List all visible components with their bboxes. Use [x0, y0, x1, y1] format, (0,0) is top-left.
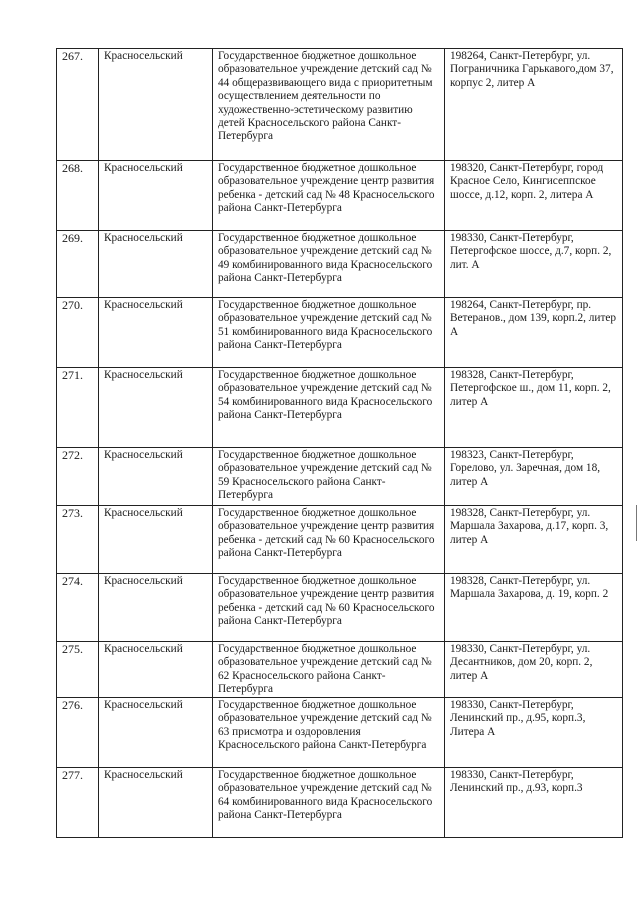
district-cell: Красносельский [99, 448, 213, 506]
row-number: 277. [57, 768, 99, 838]
table-row [57, 642, 623, 698]
district-cell: Красносельский [99, 49, 213, 161]
table-row [57, 368, 623, 448]
address-cell: 198264, Санкт-Петербург, ул. Пограничника Гарькавого,дом 37, корпус 2, литер А [445, 49, 623, 161]
district-cell: Красносельский [99, 231, 213, 298]
row-number: 276. [57, 698, 99, 768]
address-cell: 198330, Санкт-Петербург, Петергофское шоссе, д.7, корп. 2, лит. А [445, 231, 623, 298]
row-number: 273. [57, 506, 99, 574]
table-row [57, 161, 623, 231]
institution-name-cell: Государственное бюджетное дошкольное образовательное учреждение центр развития ребенка - детский сад № 60 Красносельского района Санкт-Петербурга [213, 574, 445, 642]
institution-name-cell: Государственное бюджетное дошкольное образовательное учреждение детский сад № 62 Красносельского района Санкт-Петербурга [213, 642, 445, 698]
row-number: 271. [57, 368, 99, 448]
district-cell: Красносельский [99, 698, 213, 768]
address-cell: 198320, Санкт-Петербург, город Красное Село, Кингисеппское шоссе, д.12, корп. 2, литера А [445, 161, 623, 231]
table-row [57, 506, 623, 574]
table-row [57, 698, 623, 768]
address-cell: 198328, Санкт-Петербург, Петергофское ш., дом 11, корп. 2, литер А [445, 368, 623, 448]
institution-name-cell: Государственное бюджетное дошкольное образовательное учреждение детский сад № 44 общеразвивающего вида с приоритетным осуществлением деятельности по художественно-эстетическому развитию детей Красносельского района Санкт-Петербурга [213, 49, 445, 161]
institution-name-cell: Государственное бюджетное дошкольное образовательное учреждение детский сад № 51 комбинированного вида Красносельского района Санкт-Петербурга [213, 298, 445, 368]
row-number: 269. [57, 231, 99, 298]
district-cell: Красносельский [99, 368, 213, 448]
address-cell: 198328, Санкт-Петербург, ул. Маршала Захарова, д. 19, корп. 2 [445, 574, 623, 642]
row-number: 275. [57, 642, 99, 698]
scan-edge-mark [636, 505, 637, 541]
address-cell: 198264, Санкт-Петербург, пр. Ветеранов., дом 139, корп.2, литер А [445, 298, 623, 368]
institution-name-cell: Государственное бюджетное дошкольное образовательное учреждение детский сад № 54 комбинированного вида Красносельского района Санкт-Петербурга [213, 368, 445, 448]
row-number: 267. [57, 49, 99, 161]
address-cell: 198328, Санкт-Петербург, ул. Маршала Захарова, д.17, корп. 3, литер А [445, 506, 623, 574]
institution-name-cell: Государственное бюджетное дошкольное образовательное учреждение детский сад № 64 комбинированного вида Красносельского района Санкт-Петербурга [213, 768, 445, 838]
institutions-table [56, 48, 623, 838]
address-cell: 198330, Санкт-Петербург, ул. Десантников, дом 20, корп. 2, литер А [445, 642, 623, 698]
institution-name-cell: Государственное бюджетное дошкольное образовательное учреждение центр развития ребенка - детский сад № 60 Красносельского района Санкт-Петербурга [213, 506, 445, 574]
district-cell: Красносельский [99, 574, 213, 642]
row-number: 270. [57, 298, 99, 368]
district-cell: Красносельский [99, 642, 213, 698]
district-cell: Красносельский [99, 768, 213, 838]
institution-name-cell: Государственное бюджетное дошкольное образовательное учреждение детский сад № 59 Красносельского района Санкт-Петербурга [213, 448, 445, 506]
institution-name-cell: Государственное бюджетное дошкольное образовательное учреждение детский сад № 63 присмотра и оздоровления Красносельского района Санкт-Петербурга [213, 698, 445, 768]
district-cell: Красносельский [99, 298, 213, 368]
table-row [57, 298, 623, 368]
address-cell: 198330, Санкт-Петербург, Ленинский пр., д.93, корп.3 [445, 768, 623, 838]
table-row [57, 574, 623, 642]
address-cell: 198323, Санкт-Петербург, Горелово, ул. Заречная, дом 18, литер А [445, 448, 623, 506]
district-cell: Красносельский [99, 161, 213, 231]
row-number: 268. [57, 161, 99, 231]
table-row [57, 768, 623, 838]
table-row [57, 49, 623, 161]
district-cell: Красносельский [99, 506, 213, 574]
table-row [57, 448, 623, 506]
table-row [57, 231, 623, 298]
address-cell: 198330, Санкт-Петербург, Ленинский пр., д.95, корп.3, Литера А [445, 698, 623, 768]
institution-name-cell: Государственное бюджетное дошкольное образовательное учреждение центр развития ребенка - детский сад № 48 Красносельского района Санкт-Петербурга [213, 161, 445, 231]
row-number: 272. [57, 448, 99, 506]
row-number: 274. [57, 574, 99, 642]
institution-name-cell: Государственное бюджетное дошкольное образовательное учреждение детский сад № 49 комбинированного вида Красносельского района Санкт-Петербурга [213, 231, 445, 298]
